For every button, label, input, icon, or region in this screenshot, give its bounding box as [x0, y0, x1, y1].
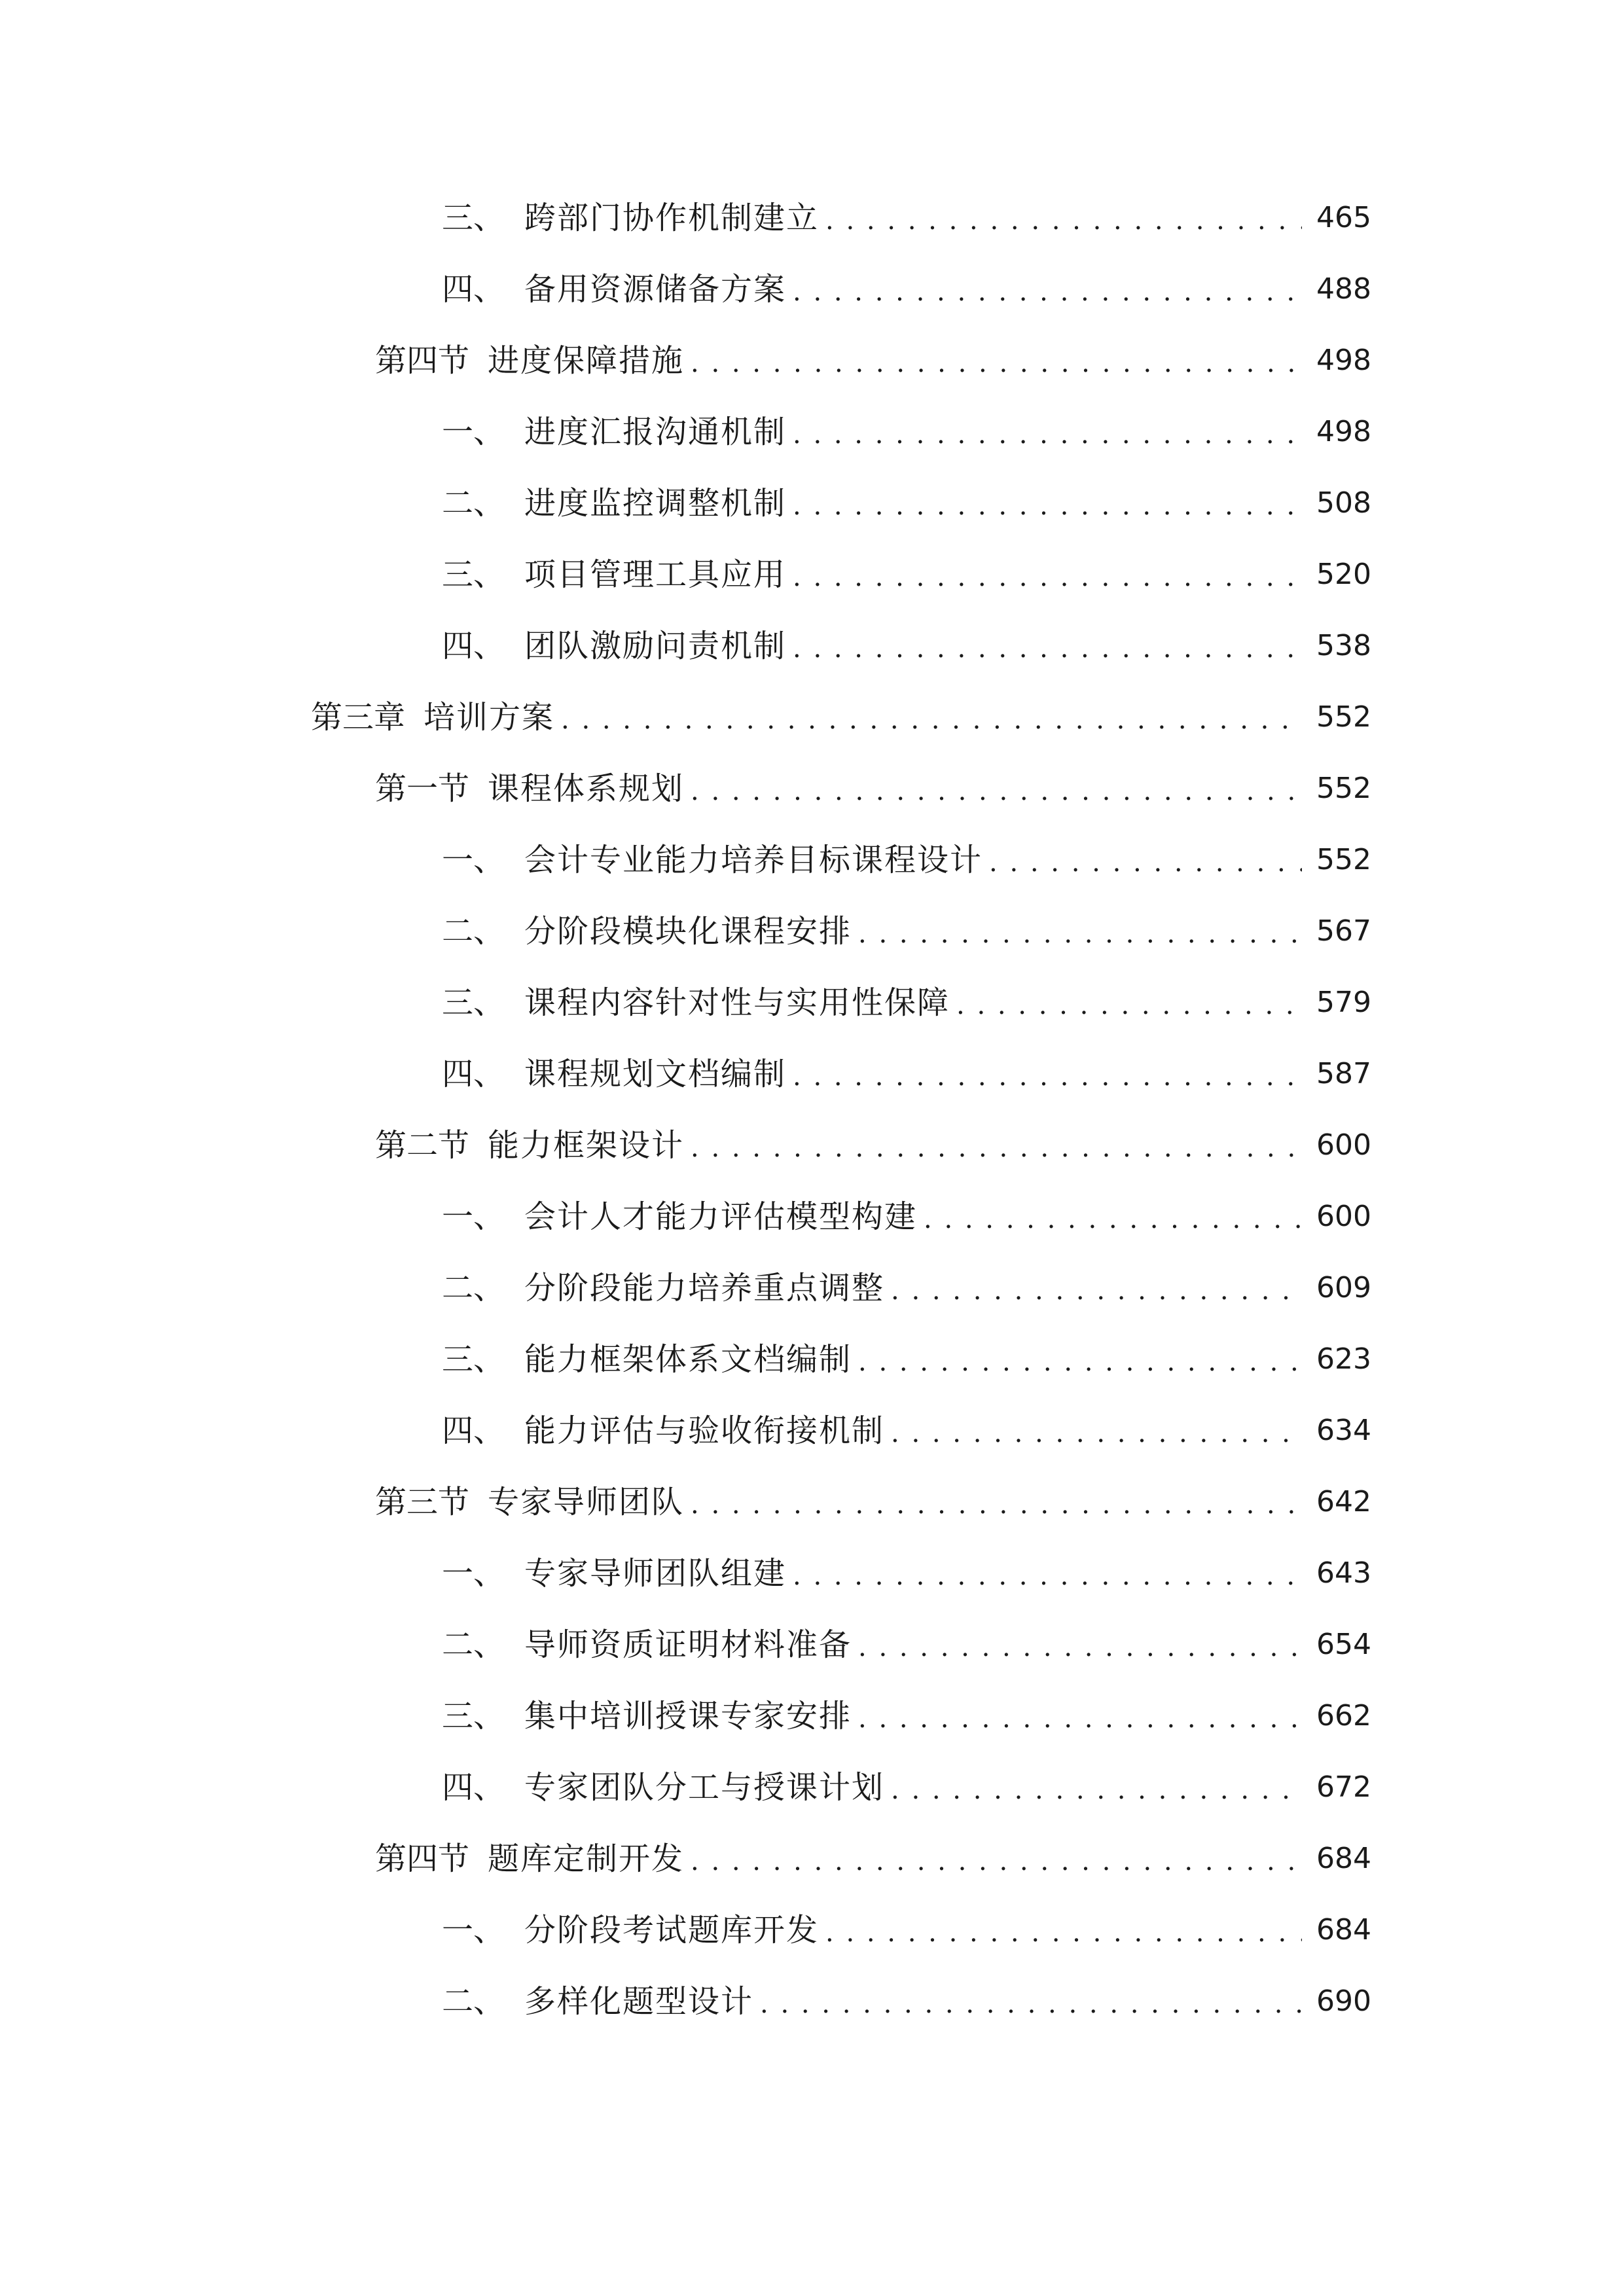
toc-entry-page: 552	[1316, 700, 1371, 734]
toc-entry-page: 642	[1316, 1485, 1371, 1518]
toc-entry[interactable]	[442, 192, 1371, 244]
toc-entry-title: 多样化题型设计	[524, 1983, 754, 2020]
toc-entry-number: 四、	[442, 271, 505, 308]
toc-entry[interactable]	[375, 1476, 1371, 1528]
toc-entry[interactable]	[442, 905, 1371, 958]
toc-entry-number: 二、	[442, 1270, 505, 1306]
dot-leader	[989, 836, 1302, 889]
toc-entry-number: 一、	[442, 1198, 505, 1235]
toc-entry-page: 498	[1316, 415, 1371, 448]
toc-entry-number: 一、	[442, 414, 505, 450]
dot-leader	[858, 908, 1302, 960]
toc-entry-page: 654	[1316, 1628, 1371, 1661]
toc-entry[interactable]	[442, 1547, 1371, 1600]
toc-entry-title: 团队激励问责机制	[524, 628, 787, 664]
dot-leader	[858, 1693, 1302, 1745]
toc-entry-title: 项目管理工具应用	[524, 556, 787, 593]
toc-entry-number: 一、	[442, 1912, 505, 1948]
toc-entry-title: 分阶段模块化课程安排	[524, 913, 852, 950]
toc-entry-number: 第三章	[311, 699, 406, 736]
toc-entry[interactable]	[442, 548, 1371, 601]
toc-entry-page: 579	[1316, 986, 1371, 1019]
toc-entry-page: 552	[1316, 843, 1371, 876]
toc-entry-page: 488	[1316, 272, 1371, 306]
toc-entry-title: 课程内容针对性与实用性保障	[524, 984, 950, 1021]
toc-entry-title: 备用资源储备方案	[524, 271, 787, 308]
toc-entry-title: 集中培训授课专家安排	[524, 1698, 852, 1734]
toc-entry-title: 分阶段能力培养重点调整	[524, 1270, 885, 1306]
toc-entry-number: 三、	[442, 1698, 505, 1734]
toc-entry-page: 538	[1316, 629, 1371, 662]
dot-leader	[858, 1621, 1302, 1674]
toc-entry-number: 二、	[442, 913, 505, 950]
dot-leader	[825, 1907, 1302, 1959]
toc-entry[interactable]	[442, 406, 1371, 458]
dot-leader	[793, 408, 1302, 461]
toc-entry[interactable]	[442, 1191, 1371, 1243]
toc-entry-page: 498	[1316, 344, 1371, 377]
toc-entry-page: 552	[1316, 772, 1371, 805]
toc-entry[interactable]	[442, 263, 1371, 315]
toc-entry-title: 进度监控调整机制	[524, 485, 787, 522]
toc-entry-number: 三、	[442, 1341, 505, 1378]
toc-entry-page: 600	[1316, 1128, 1371, 1162]
toc-entry-number: 四、	[442, 1769, 505, 1806]
dot-leader	[691, 1122, 1302, 1174]
toc-entry-number: 第二节	[375, 1127, 470, 1164]
toc-entry-number: 二、	[442, 485, 505, 522]
toc-entry-page: 684	[1316, 1842, 1371, 1875]
dot-leader	[793, 1050, 1302, 1103]
dot-leader	[760, 1978, 1302, 2030]
toc-entry-page: 465	[1316, 201, 1371, 234]
toc-entry-title: 能力评估与验收衔接机制	[524, 1412, 885, 1449]
toc-entry-page: 662	[1316, 1699, 1371, 1732]
dot-leader	[793, 551, 1302, 603]
toc-entry[interactable]	[442, 1619, 1371, 1671]
toc-entry-title: 进度保障措施	[488, 342, 685, 379]
toc-entry[interactable]	[375, 1119, 1371, 1172]
dot-leader	[691, 337, 1302, 389]
toc-entry[interactable]	[442, 1904, 1371, 1956]
toc-entry[interactable]	[375, 334, 1371, 387]
toc-entry-number: 第四节	[375, 1840, 470, 1877]
toc-entry[interactable]	[442, 1405, 1371, 1457]
dot-leader	[691, 1479, 1302, 1531]
toc-entry-number: 第三节	[375, 1484, 470, 1520]
toc-entry-title: 专家团队分工与授课计划	[524, 1769, 885, 1806]
dot-leader	[793, 1550, 1302, 1602]
toc-entry-title: 能力框架体系文档编制	[524, 1341, 852, 1378]
toc-entry-title: 能力框架设计	[488, 1127, 685, 1164]
dot-leader	[891, 1764, 1302, 1816]
dot-leader	[691, 1835, 1302, 1888]
toc-entry-title: 题库定制开发	[488, 1840, 685, 1877]
toc-entry-page: 643	[1316, 1556, 1371, 1590]
toc-entry-page: 609	[1316, 1271, 1371, 1304]
toc-entry[interactable]	[442, 1975, 1371, 2028]
toc-entry-number: 第一节	[375, 770, 470, 807]
toc-entry-title: 课程体系规划	[488, 770, 685, 807]
toc-entry-number: 二、	[442, 1626, 505, 1663]
toc-entry-page: 600	[1316, 1200, 1371, 1233]
toc-entry-number: 三、	[442, 984, 505, 1021]
toc-entry[interactable]	[442, 834, 1371, 886]
toc-entry-page: 520	[1316, 558, 1371, 591]
toc-entry-number: 四、	[442, 628, 505, 664]
dot-leader	[891, 1265, 1302, 1317]
toc-entry[interactable]	[375, 762, 1371, 815]
toc-entry[interactable]	[442, 1690, 1371, 1742]
dot-leader	[793, 266, 1302, 318]
toc-entry-page: 567	[1316, 914, 1371, 948]
toc-entry-title: 会计专业能力培养目标课程设计	[524, 842, 983, 878]
toc-entry[interactable]	[442, 1761, 1371, 1814]
toc-entry-page: 690	[1316, 1984, 1371, 2018]
toc-entry-title: 导师资质证明材料准备	[524, 1626, 852, 1663]
toc-entry-page: 672	[1316, 1770, 1371, 1804]
dot-leader	[956, 979, 1302, 1031]
toc-entry[interactable]	[442, 620, 1371, 672]
toc-entry-number: 二、	[442, 1983, 505, 2020]
toc-entry-page: 634	[1316, 1414, 1371, 1447]
toc-entry-title: 专家导师团队组建	[524, 1555, 787, 1592]
toc-entry[interactable]	[442, 977, 1371, 1029]
dot-leader	[793, 480, 1302, 532]
dot-leader	[793, 622, 1302, 675]
toc-entry-page: 684	[1316, 1913, 1371, 1946]
toc-entry-number: 一、	[442, 842, 505, 878]
toc-entry-title: 会计人才能力评估模型构建	[524, 1198, 918, 1235]
toc-entry[interactable]	[442, 1262, 1371, 1314]
toc-entry[interactable]	[311, 691, 1371, 744]
toc-entry-number: 一、	[442, 1555, 505, 1592]
toc-entry-page: 508	[1316, 486, 1371, 520]
toc-entry-number: 三、	[442, 556, 505, 593]
toc-entry-page: 623	[1316, 1342, 1371, 1376]
toc-entry[interactable]	[442, 477, 1371, 529]
toc-entry-title: 培训方案	[424, 699, 555, 736]
dot-leader	[891, 1407, 1302, 1460]
toc-entry-title: 专家导师团队	[488, 1484, 685, 1520]
dot-leader	[924, 1193, 1302, 1246]
toc-entry-number: 四、	[442, 1412, 505, 1449]
dot-leader	[691, 765, 1302, 817]
dot-leader	[858, 1336, 1302, 1388]
toc-entry-title: 分阶段考试题库开发	[524, 1912, 820, 1948]
toc-entry-page: 587	[1316, 1057, 1371, 1090]
toc-entry[interactable]	[375, 1833, 1371, 1885]
toc-entry-title: 课程规划文档编制	[524, 1056, 787, 1092]
toc-entry[interactable]	[442, 1048, 1371, 1100]
dot-leader	[561, 694, 1302, 746]
toc-entry-number: 三、	[442, 200, 505, 236]
toc-entry-title: 进度汇报沟通机制	[524, 414, 787, 450]
toc-entry-number: 第四节	[375, 342, 470, 379]
dot-leader	[825, 194, 1302, 247]
toc-entry-number: 四、	[442, 1056, 505, 1092]
toc-entry[interactable]	[442, 1333, 1371, 1386]
toc-entry-title: 跨部门协作机制建立	[524, 200, 820, 236]
